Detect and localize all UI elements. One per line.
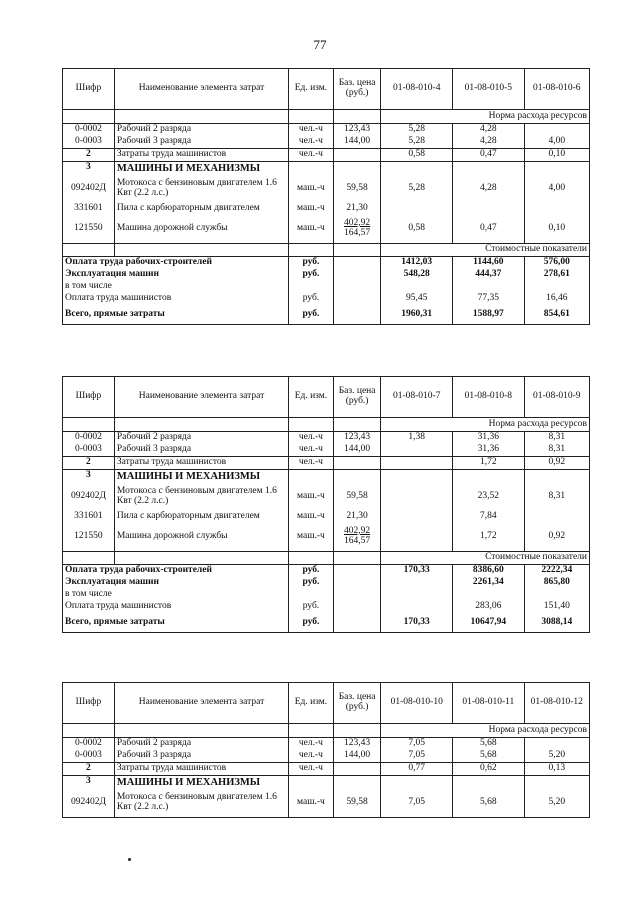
row-code: 2: [63, 762, 115, 775]
row-value: 0,77: [381, 762, 453, 775]
row-value: 0,92: [524, 523, 589, 552]
row-name: МАШИНЫ И МЕХАНИЗМЫ: [114, 469, 288, 483]
cost-value: 2222,34: [524, 564, 589, 576]
header-code-col: 01-08-010-5: [453, 69, 525, 110]
row-value: 0,47: [453, 148, 525, 161]
cost-unit: [289, 589, 334, 601]
cost-name: Оплата труда рабочих-строителей: [63, 256, 289, 268]
empty-cell: [114, 243, 288, 256]
table-header-row: [63, 377, 590, 418]
cost-row: [63, 293, 590, 305]
row-code: 331601: [63, 511, 115, 523]
empty-cell: [289, 243, 334, 256]
empty-cell: [333, 281, 381, 293]
empty-cell: [289, 724, 334, 738]
row-value: 5,28: [381, 175, 453, 203]
cost-label-row: [63, 551, 590, 564]
cost-value: 8386,60: [453, 564, 525, 576]
empty-cell: [63, 551, 115, 564]
cost-value: [381, 589, 453, 601]
cost-row: [63, 305, 590, 325]
row-unit: чел.-ч: [289, 738, 334, 750]
header-code: Шифр: [63, 683, 115, 724]
row-value: [381, 523, 453, 552]
norm-label-row: [63, 724, 590, 738]
row-value: [381, 203, 453, 215]
table-row: [63, 161, 590, 175]
cost-value: 854,61: [524, 305, 589, 325]
row-name: Рабочий 2 разряда: [114, 432, 288, 444]
row-price: 123,43: [333, 738, 381, 750]
row-price: [333, 161, 381, 175]
row-name: Рабочий 3 разряда: [114, 444, 288, 456]
header-name: Наименование элемента затрат: [114, 377, 288, 418]
cost-name: Оплата труда машинистов: [63, 601, 289, 613]
row-price: 144,00: [333, 444, 381, 456]
cost-value: 170,33: [381, 613, 453, 633]
row-value: 0,92: [524, 456, 589, 469]
norm-label: Норма расхода ресурсов: [381, 418, 590, 432]
cost-row: [63, 269, 590, 281]
row-unit: чел.-ч: [289, 124, 334, 136]
row-name: Машина дорожной службы: [114, 523, 288, 552]
row-name: Рабочий 2 разряда: [114, 124, 288, 136]
header-code-col: 01-08-010-8: [453, 377, 525, 418]
row-unit: маш.-ч: [289, 203, 334, 215]
row-value: [381, 444, 453, 456]
cost-value: 444,37: [453, 269, 525, 281]
row-name: Машина дорожной службы: [114, 215, 288, 244]
row-code: 2: [63, 456, 115, 469]
row-value: [381, 775, 453, 789]
table-header-row: [63, 683, 590, 724]
header-price: Баз. цена (руб.): [333, 377, 381, 418]
cost-value: 151,40: [524, 601, 589, 613]
norm-label-row: [63, 418, 590, 432]
header-code-col: 01-08-010-9: [524, 377, 589, 418]
table-row: [63, 738, 590, 750]
header-unit: Ед. изм.: [289, 683, 334, 724]
cost-value: 3088,14: [524, 613, 589, 633]
norm-label: Норма расхода ресурсов: [381, 724, 590, 738]
empty-cell: [333, 243, 381, 256]
empty-cell: [333, 589, 381, 601]
empty-cell: [333, 724, 381, 738]
row-value: [453, 469, 525, 483]
table-row: [63, 203, 590, 215]
row-code: 3: [63, 775, 115, 789]
cost-value: 1588,97: [453, 305, 525, 325]
row-value: 7,05: [381, 789, 453, 818]
row-value: [381, 161, 453, 175]
row-price: 123,43: [333, 124, 381, 136]
table-row: [63, 136, 590, 148]
row-price: 59,58: [333, 175, 381, 203]
empty-cell: [333, 564, 381, 576]
header-code-col: 01-08-010-4: [381, 69, 453, 110]
row-value: 5,68: [453, 750, 525, 762]
cost-row: [63, 256, 590, 268]
header-code: Шифр: [63, 69, 115, 110]
row-value: 23,52: [453, 483, 525, 511]
cost-value: [453, 281, 525, 293]
cost-table-1: [62, 68, 590, 325]
price-value: 402,92: [344, 217, 371, 228]
table-row: [63, 432, 590, 444]
cost-value: 1144,60: [453, 256, 525, 268]
empty-cell: [63, 110, 115, 124]
row-value: [524, 469, 589, 483]
cost-row: [63, 601, 590, 613]
cost-name: в том числе: [63, 281, 289, 293]
table-row: [63, 444, 590, 456]
row-unit: чел.-ч: [289, 148, 334, 161]
cost-unit: [289, 281, 334, 293]
row-code: 092402Д: [63, 789, 115, 818]
stray-dot: [128, 858, 131, 861]
row-price: [333, 523, 381, 552]
row-value: [524, 511, 589, 523]
row-unit: чел.-ч: [289, 750, 334, 762]
price-value-secondary: 164,57: [344, 535, 371, 546]
table-row: [63, 469, 590, 483]
empty-cell: [333, 418, 381, 432]
cost-name: Всего, прямые затраты: [63, 305, 289, 325]
table-row: [63, 789, 590, 818]
row-value: 0,13: [524, 762, 589, 775]
cost-value: [524, 589, 589, 601]
row-value: [381, 511, 453, 523]
cost-value: 278,61: [524, 269, 589, 281]
table-row: [63, 456, 590, 469]
row-name: Рабочий 2 разряда: [114, 738, 288, 750]
cost-value: [381, 281, 453, 293]
cost-row: [63, 281, 590, 293]
cost-row: [63, 577, 590, 589]
header-price: Баз. цена (руб.): [333, 683, 381, 724]
row-value: [524, 203, 589, 215]
row-name: Рабочий 3 разряда: [114, 136, 288, 148]
cost-value: 548,28: [381, 269, 453, 281]
row-name: Пила с карбюраторным двигателем: [114, 511, 288, 523]
row-value: 7,05: [381, 750, 453, 762]
cost-name: Эксплуатация машин: [63, 577, 289, 589]
cost-value: 576,00: [524, 256, 589, 268]
row-unit: чел.-ч: [289, 762, 334, 775]
cost-unit: руб.: [289, 293, 334, 305]
row-price: 144,00: [333, 136, 381, 148]
header-name: Наименование элемента затрат: [114, 683, 288, 724]
row-value: 4,28: [453, 175, 525, 203]
row-value: 7,05: [381, 738, 453, 750]
row-unit: чел.-ч: [289, 432, 334, 444]
empty-cell: [114, 551, 288, 564]
cost-value: 16,46: [524, 293, 589, 305]
row-unit: чел.-ч: [289, 444, 334, 456]
empty-cell: [114, 110, 288, 124]
cost-unit: руб.: [289, 269, 334, 281]
cost-unit: руб.: [289, 577, 334, 589]
cost-table-2: [62, 376, 590, 633]
row-name: Мотокоса с бензиновым двигателем 1.6 Квт (2.2 л.с.): [114, 483, 288, 511]
cost-value: 1960,31: [381, 305, 453, 325]
row-value: 4,28: [453, 136, 525, 148]
row-value: [381, 469, 453, 483]
row-value: [453, 161, 525, 175]
header-unit: Ед. изм.: [289, 69, 334, 110]
row-name: МАШИНЫ И МЕХАНИЗМЫ: [114, 161, 288, 175]
cost-value: [381, 601, 453, 613]
empty-cell: [114, 724, 288, 738]
cost-value: [524, 281, 589, 293]
row-code: 121550: [63, 523, 115, 552]
empty-cell: [333, 613, 381, 633]
table-row: [63, 175, 590, 203]
row-value: 1,38: [381, 432, 453, 444]
row-name: Мотокоса с бензиновым двигателем 1.6 Квт (2.2 л.с.): [114, 175, 288, 203]
cost-unit: руб.: [289, 564, 334, 576]
table-row: [63, 511, 590, 523]
row-value: 5,28: [381, 124, 453, 136]
row-value: 0,58: [381, 148, 453, 161]
header-code-col: 01-08-010-7: [381, 377, 453, 418]
cost-unit: руб.: [289, 613, 334, 633]
table-row: [63, 148, 590, 161]
cost-value: 10647,94: [453, 613, 525, 633]
row-unit: чел.-ч: [289, 456, 334, 469]
row-unit: [289, 161, 334, 175]
row-code: 3: [63, 161, 115, 175]
price-value: 402,92: [344, 525, 371, 536]
row-value: 0,58: [381, 215, 453, 244]
cost-value: 77,35: [453, 293, 525, 305]
header-code-col: 01-08-010-11: [453, 683, 525, 724]
row-price: 144,00: [333, 750, 381, 762]
row-name: МАШИНЫ И МЕХАНИЗМЫ: [114, 775, 288, 789]
row-value: 5,28: [381, 136, 453, 148]
row-price: 59,58: [333, 483, 381, 511]
table-header-row: [63, 69, 590, 110]
empty-cell: [333, 269, 381, 281]
row-price: 59,58: [333, 789, 381, 818]
table-row: [63, 215, 590, 244]
row-value: [381, 456, 453, 469]
norm-label-row: [63, 110, 590, 124]
row-unit: маш.-ч: [289, 789, 334, 818]
row-value: 31,36: [453, 444, 525, 456]
row-name: Затраты труда машинистов: [114, 456, 288, 469]
table-row: [63, 775, 590, 789]
row-code: 0-0002: [63, 124, 115, 136]
cost-label: Стоимостные показатели: [381, 243, 590, 256]
row-name: Затраты труда машинистов: [114, 148, 288, 161]
row-unit: маш.-ч: [289, 483, 334, 511]
row-code: 0-0003: [63, 136, 115, 148]
header-name: Наименование элемента затрат: [114, 69, 288, 110]
row-value: 0,10: [524, 148, 589, 161]
empty-cell: [289, 110, 334, 124]
cost-label: Стоимостные показатели: [381, 551, 590, 564]
row-value: 1,72: [453, 456, 525, 469]
row-unit: чел.-ч: [289, 136, 334, 148]
row-value: 0,62: [453, 762, 525, 775]
empty-cell: [333, 551, 381, 564]
cost-value: 1412,03: [381, 256, 453, 268]
row-code: 092402Д: [63, 175, 115, 203]
cost-row: [63, 589, 590, 601]
table-row: [63, 523, 590, 552]
row-value: 31,36: [453, 432, 525, 444]
row-unit: маш.-ч: [289, 511, 334, 523]
cost-value: 95,45: [381, 293, 453, 305]
row-code: 331601: [63, 203, 115, 215]
empty-cell: [289, 551, 334, 564]
cost-name: Оплата труда машинистов: [63, 293, 289, 305]
cost-name: Эксплуатация машин: [63, 269, 289, 281]
row-unit: маш.-ч: [289, 215, 334, 244]
row-code: 2: [63, 148, 115, 161]
row-unit: маш.-ч: [289, 175, 334, 203]
header-code: Шифр: [63, 377, 115, 418]
row-value: 4,00: [524, 136, 589, 148]
table-row: [63, 762, 590, 775]
row-code: 0-0003: [63, 750, 115, 762]
row-value: 5,68: [453, 738, 525, 750]
row-value: [524, 775, 589, 789]
empty-cell: [333, 110, 381, 124]
empty-cell: [333, 601, 381, 613]
row-price: 123,43: [333, 432, 381, 444]
page-number: 77: [313, 37, 327, 52]
row-name: Мотокоса с бензиновым двигателем 1.6 Квт (2.2 л.с.): [114, 789, 288, 818]
row-value: 1,72: [453, 523, 525, 552]
empty-cell: [289, 418, 334, 432]
table-row: [63, 483, 590, 511]
row-value: 7,84: [453, 511, 525, 523]
row-code: 0-0002: [63, 738, 115, 750]
cost-value: 865,80: [524, 577, 589, 589]
row-price: [333, 469, 381, 483]
empty-cell: [63, 418, 115, 432]
empty-cell: [63, 724, 115, 738]
header-code-col: 01-08-010-10: [381, 683, 453, 724]
row-code: 0-0003: [63, 444, 115, 456]
cost-value: [453, 589, 525, 601]
row-code: 0-0002: [63, 432, 115, 444]
empty-cell: [63, 243, 115, 256]
row-price: [333, 775, 381, 789]
row-price: [333, 762, 381, 775]
cost-table-3: [62, 682, 590, 818]
cost-name: в том числе: [63, 589, 289, 601]
row-name: Рабочий 3 разряда: [114, 750, 288, 762]
cost-value: 2261,34: [453, 577, 525, 589]
cost-unit: руб.: [289, 305, 334, 325]
empty-cell: [333, 256, 381, 268]
table-row: [63, 124, 590, 136]
row-value: 4,00: [524, 175, 589, 203]
cost-unit: руб.: [289, 256, 334, 268]
cost-row: [63, 613, 590, 633]
row-value: 5,20: [524, 750, 589, 762]
row-value: [453, 203, 525, 215]
header-price: Баз. цена (руб.): [333, 69, 381, 110]
cost-row: [63, 564, 590, 576]
row-value: [524, 124, 589, 136]
row-value: 4,28: [453, 124, 525, 136]
row-price: [333, 148, 381, 161]
cost-name: Всего, прямые затраты: [63, 613, 289, 633]
row-price: 21,30: [333, 511, 381, 523]
row-value: 8,31: [524, 483, 589, 511]
row-unit: [289, 469, 334, 483]
empty-cell: [333, 293, 381, 305]
header-code-col: 01-08-010-12: [524, 683, 589, 724]
empty-cell: [333, 305, 381, 325]
row-name: Затраты труда машинистов: [114, 762, 288, 775]
row-value: [453, 775, 525, 789]
row-code: 121550: [63, 215, 115, 244]
row-value: 5,68: [453, 789, 525, 818]
header-code-col: 01-08-010-6: [524, 69, 589, 110]
row-value: [524, 161, 589, 175]
cost-unit: руб.: [289, 601, 334, 613]
row-value: 8,31: [524, 432, 589, 444]
cost-value: [381, 577, 453, 589]
row-price: 21,30: [333, 203, 381, 215]
row-value: 5,20: [524, 789, 589, 818]
row-price: [333, 215, 381, 244]
cost-label-row: [63, 243, 590, 256]
header-unit: Ед. изм.: [289, 377, 334, 418]
price-value-secondary: 164,57: [344, 227, 371, 238]
row-price: [333, 456, 381, 469]
empty-cell: [333, 577, 381, 589]
row-value: 0,47: [453, 215, 525, 244]
row-value: [381, 483, 453, 511]
cost-value: 170,33: [381, 564, 453, 576]
row-unit: [289, 775, 334, 789]
row-name: Пила с карбюраторным двигателем: [114, 203, 288, 215]
row-code: 3: [63, 469, 115, 483]
cost-name: Оплата труда рабочих-строителей: [63, 564, 289, 576]
cost-value: 283,06: [453, 601, 525, 613]
row-unit: маш.-ч: [289, 523, 334, 552]
table-row: [63, 750, 590, 762]
row-code: 092402Д: [63, 483, 115, 511]
norm-label: Норма расхода ресурсов: [381, 110, 590, 124]
row-value: [524, 738, 589, 750]
row-value: 0,10: [524, 215, 589, 244]
empty-cell: [114, 418, 288, 432]
row-value: 8,31: [524, 444, 589, 456]
